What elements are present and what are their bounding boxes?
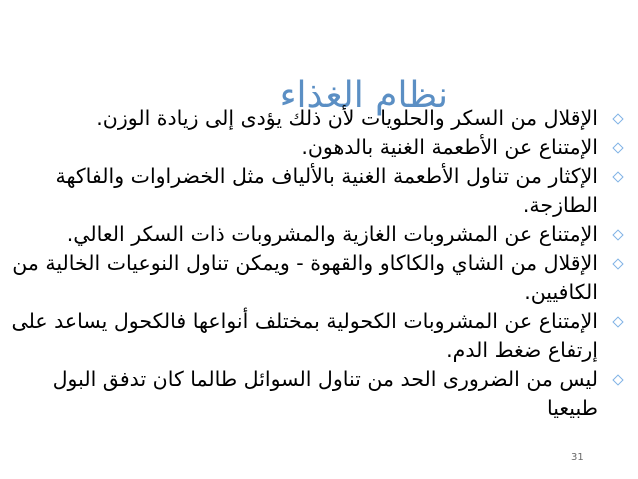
diamond-bullet-icon [612,374,623,385]
bullet-list [10,104,624,423]
diamond-bullet-icon [612,258,623,269]
slide-title: نظام الغذاء [279,75,448,116]
slide-page-number: 31 [571,452,584,463]
bullet-item [10,133,624,162]
bullet-text: الإقلال من السكر والحلويات لأن ذلك يؤدى إلى زيادة الوزن. [96,106,598,130]
bullet-text: الإمتناع عن المشروبات الكحولية بمختلف أنواعها فالكحول يساعد على إرتفاع ضغط الدم. [11,309,598,362]
bullet-text: الإقلال من الشاي والكاكاو والقهوة - ويمكن تناول النوعيات الخالية من الكافيين. [12,251,598,304]
diamond-bullet-icon [612,113,623,124]
bullet-item [10,249,624,307]
bullet-item [10,104,624,133]
bullet-text: الإمتناع عن الأطعمة الغنية بالدهون. [301,135,598,159]
bullet-text: ليس من الضرورى الحد من تناول السوائل طالما كان تدفق البول طبيعيا [52,367,598,420]
bullet-item [10,220,624,249]
diamond-bullet-icon [612,171,623,182]
diamond-bullet-icon [612,229,623,240]
bullet-item [10,162,624,220]
bullet-text: الإكثار من تناول الأطعمة الغنية بالألياف مثل الخضراوات والفاكهة الطازجة. [55,164,598,217]
bullet-item [10,365,624,423]
bullet-text: الإمتناع عن المشروبات الغازية والمشروبات ذات السكر العالي. [66,222,598,246]
diamond-bullet-icon [612,142,623,153]
bullet-item [10,307,624,365]
diamond-bullet-icon [612,316,623,327]
